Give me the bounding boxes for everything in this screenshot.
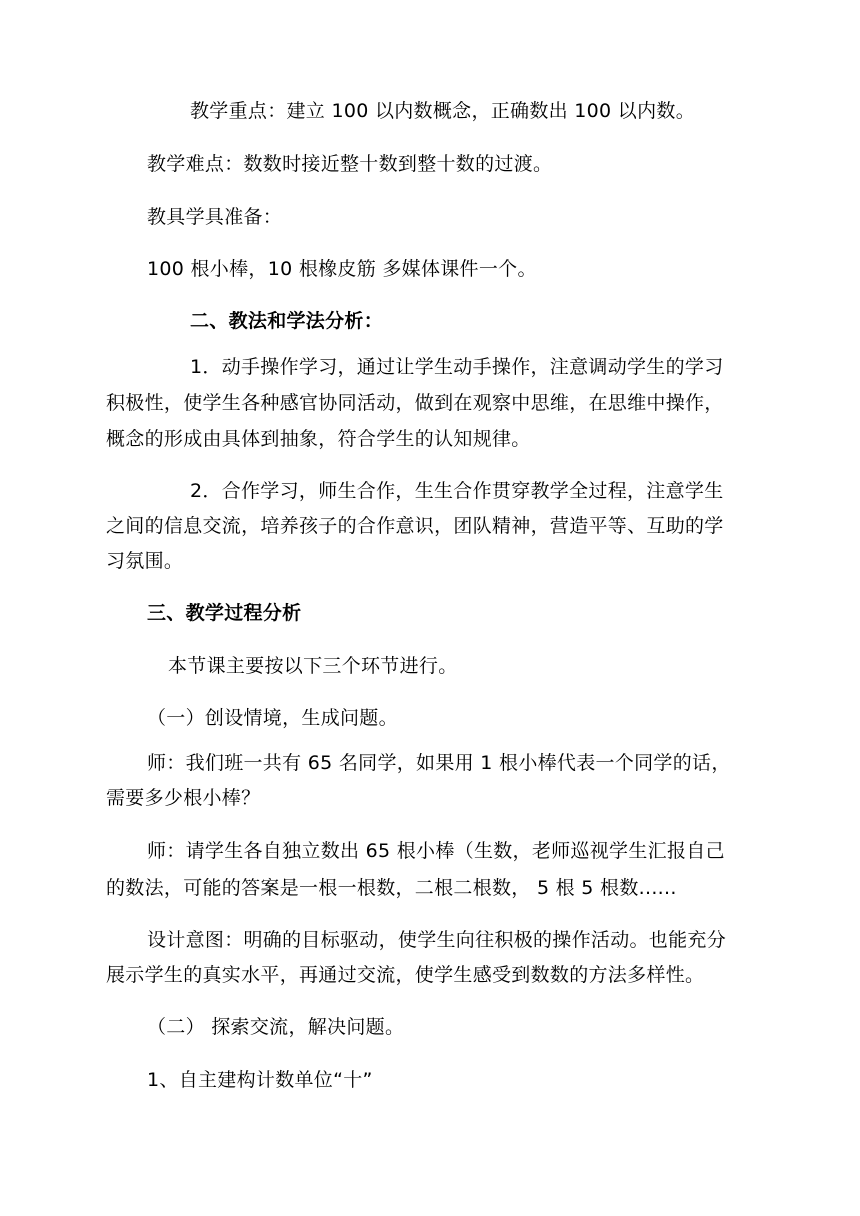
- paragraph-line: 1．动手操作学习，通过让学生动手操作，注意调动学生的学习: [190, 356, 724, 378]
- paragraph-line: 本节课主要按以下三个环节进行。: [168, 655, 458, 677]
- paragraph-line: 的数法，可能的答案是一根一根数，二根二根数， 5 根 5 根数......: [106, 877, 677, 899]
- teaching-difficulty-line: 教学难点：数数时接近整十数到整十数的过渡。: [147, 153, 553, 175]
- paragraph-line: 师：请学生各自独立数出 65 根小棒（生数，老师巡视学生汇报自己: [147, 840, 725, 862]
- paragraph-line: 积极性，使学生各种感官协同活动，做到在观察中思维，在思维中操作，: [106, 392, 724, 414]
- subsection-heading: （二） 探索交流，解决问题。: [147, 1016, 405, 1038]
- paragraph-line: 2．合作学习，师生合作，生生合作贯穿教学全过程，注意学生: [190, 480, 724, 502]
- section-heading-process: 三、教学过程分析: [147, 602, 302, 624]
- materials-list: 100 根小棒，10 根橡皮筋 多媒体课件一个。: [147, 258, 537, 280]
- subsection-item: 1、自主建构计数单位“十”: [147, 1069, 373, 1091]
- paragraph-line: 之间的信息交流，培养孩子的合作意识，团队精神，营造平等、互助的学: [106, 515, 724, 537]
- paragraph-line: 展示学生的真实水平，再通过交流，使学生感受到数数的方法多样性。: [106, 964, 705, 986]
- teaching-focus-line: 教学重点：建立 100 以内数概念，正确数出 100 以内数。: [190, 100, 695, 122]
- paragraph-line: 概念的形成由具体到抽象，符合学生的认知规律。: [106, 428, 531, 450]
- paragraph-line: 设计意图：明确的目标驱动，使学生向往积极的操作活动。也能充分: [147, 929, 727, 951]
- section-heading-methods: 二、教法和学法分析：: [190, 310, 384, 332]
- paragraph-line: 习氛围。: [106, 550, 184, 572]
- materials-heading: 教具学具准备：: [147, 206, 283, 228]
- paragraph-line: 师：我们班一共有 65 名同学，如果用 1 根小棒代表一个同学的话，: [147, 752, 731, 774]
- paragraph-line: 需要多少根小棒？: [106, 787, 261, 809]
- subsection-heading: （一）创设情境，生成问题。: [147, 707, 398, 729]
